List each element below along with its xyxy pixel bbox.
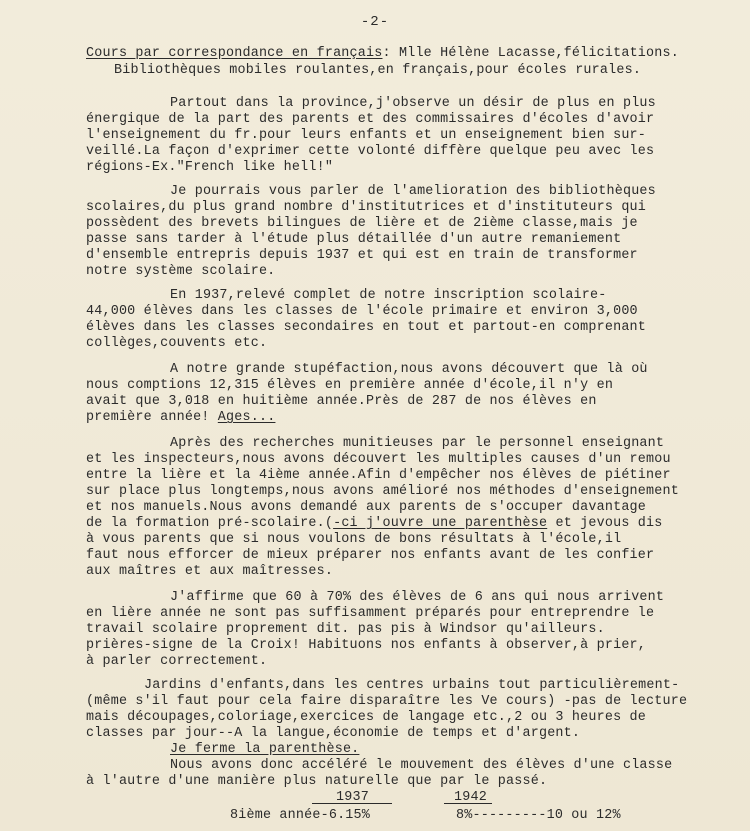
- p7-line: (même s'il faut pour cela faire disparaître les Ve cours) -pas de lecture: [86, 694, 688, 709]
- p2-line: scolaires,du plus grand nombre d'institutrices et d'instituteurs qui: [86, 200, 647, 215]
- p5-line: sur place plus longtemps,nous avons amélioré nos méthodes d'enseignement: [86, 484, 679, 499]
- p2-line: notre système scolaire.: [86, 264, 276, 279]
- p4-line: avait que 3,018 en huitième année.Près de 287 de nos élèves en: [86, 394, 597, 409]
- p1-line: Partout dans la province,j'observe un désir de plus en plus: [170, 96, 656, 111]
- p7-line: Jardins d'enfants,dans les centres urbains tout particulièrement-: [144, 678, 680, 693]
- p1-line: énergique de la part des parents et des commissaires d'écoles d'avoir: [86, 112, 655, 127]
- p7-line: classes par jour--A la langue,économie de temps et d'argent.: [86, 726, 581, 741]
- p1-line: régions-Ex."French like hell!": [86, 160, 334, 175]
- p4-text: première année!: [86, 410, 210, 425]
- heading-line-1: [86, 46, 679, 62]
- p3-line: collèges,couvents etc.: [86, 336, 268, 351]
- p3-line: 44,000 élèves dans les classes de l'école primaire et environ 3,000: [86, 304, 638, 319]
- p2-line: Je pourrais vous parler de l'amelioration des bibliothèques: [170, 184, 656, 199]
- p4-line: nous comptions 12,315 élèves en première année d'école,il n'y en: [86, 378, 614, 393]
- last-line: 8ième année-6.15%: [230, 808, 371, 823]
- p6-line: en lière année ne sont pas suffisamment préparés pour entreprendre le: [86, 606, 655, 621]
- p3-line: En 1937,relevé complet de notre inscription scolaire-: [170, 288, 607, 303]
- page-number: -2-: [360, 14, 390, 30]
- p8-line: à l'autre d'une manière plus naturelle que par le passé.: [86, 774, 548, 789]
- year-underline-2: [444, 803, 492, 804]
- ages-underlined: Ages...: [217, 410, 276, 425]
- heading-rest: : Mlle Hélène Lacasse,félicitations.: [382, 46, 679, 61]
- year-1937: 1937: [336, 790, 369, 805]
- p5-line: et nos manuels.Nous avons demandé aux parents de s'occuper davantage: [86, 500, 647, 515]
- p6-line: travail scolaire proprement dit. pas pis à Windsor qu'ailleurs.: [86, 622, 605, 637]
- last-line-mid: 8%---------10 ou 12%: [456, 808, 621, 823]
- p1-line: l'enseignement du fr.pour leurs enfants et un enseignement bien sur-: [86, 128, 647, 143]
- p5-line: à vous parents que si nous voulons de bons résultats à l'école,il: [86, 532, 622, 547]
- p3-line: élèves dans les classes secondaires en tout et partout-en comprenant: [86, 320, 647, 335]
- p6-line: J'affirme que 60 à 70% des élèves de 6 ans qui nous arrivent: [170, 590, 665, 605]
- open-parenthesis-underlined: -ci j'ouvre une parenthèse: [333, 516, 548, 531]
- p2-line: possèdent des brevets bilingues de lière et de 2ième classe,mais je: [86, 216, 638, 231]
- close-parenthesis-underlined: Je ferme la parenthèse.: [170, 742, 360, 757]
- p6-line: prières-signe de la Croix! Habituons nos enfants à observer,à prier,: [86, 638, 647, 653]
- p6-line: à parler correctement.: [86, 654, 268, 669]
- p4-line: A notre grande stupéfaction,nous avons découvert que là où: [170, 362, 648, 377]
- p5-text-b: et jevous dis: [547, 516, 663, 531]
- p4-line-last: [86, 410, 275, 426]
- p1-line: veillé.La façon d'exprimer cette volonté diffère quelque peu avec les: [86, 144, 655, 159]
- p5-line: faut nous efforcer de mieux préparer nos enfants avant de les confier: [86, 548, 655, 563]
- heading-line-2: Bibliothèques mobiles roulantes,en français,pour écoles rurales.: [114, 63, 642, 78]
- p5-line: entre la lière et la 4ième année.Afin d'empêcher nos élèves de piétiner: [86, 468, 671, 483]
- year-underline-1: [312, 803, 392, 804]
- p8-line: Nous avons donc accéléré le mouvement des élèves d'une classe: [170, 758, 673, 773]
- p5-line: aux maîtres et aux maîtresses.: [86, 564, 334, 579]
- p5-text-a: de la formation pré-scolaire.(: [86, 516, 334, 531]
- p5-line: Après des recherches munitieuses par le personnel enseignant: [170, 436, 665, 451]
- p7-line: mais découpages,coloriage,exercices de langage etc.,2 ou 3 heures de: [86, 710, 647, 725]
- p5-line-parenthesis: [86, 516, 663, 532]
- year-1942: 1942: [454, 790, 487, 805]
- p2-line: d'ensemble entrepris depuis 1937 et qui est en train de transformer: [86, 248, 638, 263]
- heading-subject: Cours par correspondance en français: [86, 46, 383, 61]
- p5-line: et les inspecteurs,nous avons découvert les multiples causes d'un remou: [86, 452, 671, 467]
- p2-line: passe sans tarder à l'étude plus détaillée d'un autre remaniement: [86, 232, 622, 247]
